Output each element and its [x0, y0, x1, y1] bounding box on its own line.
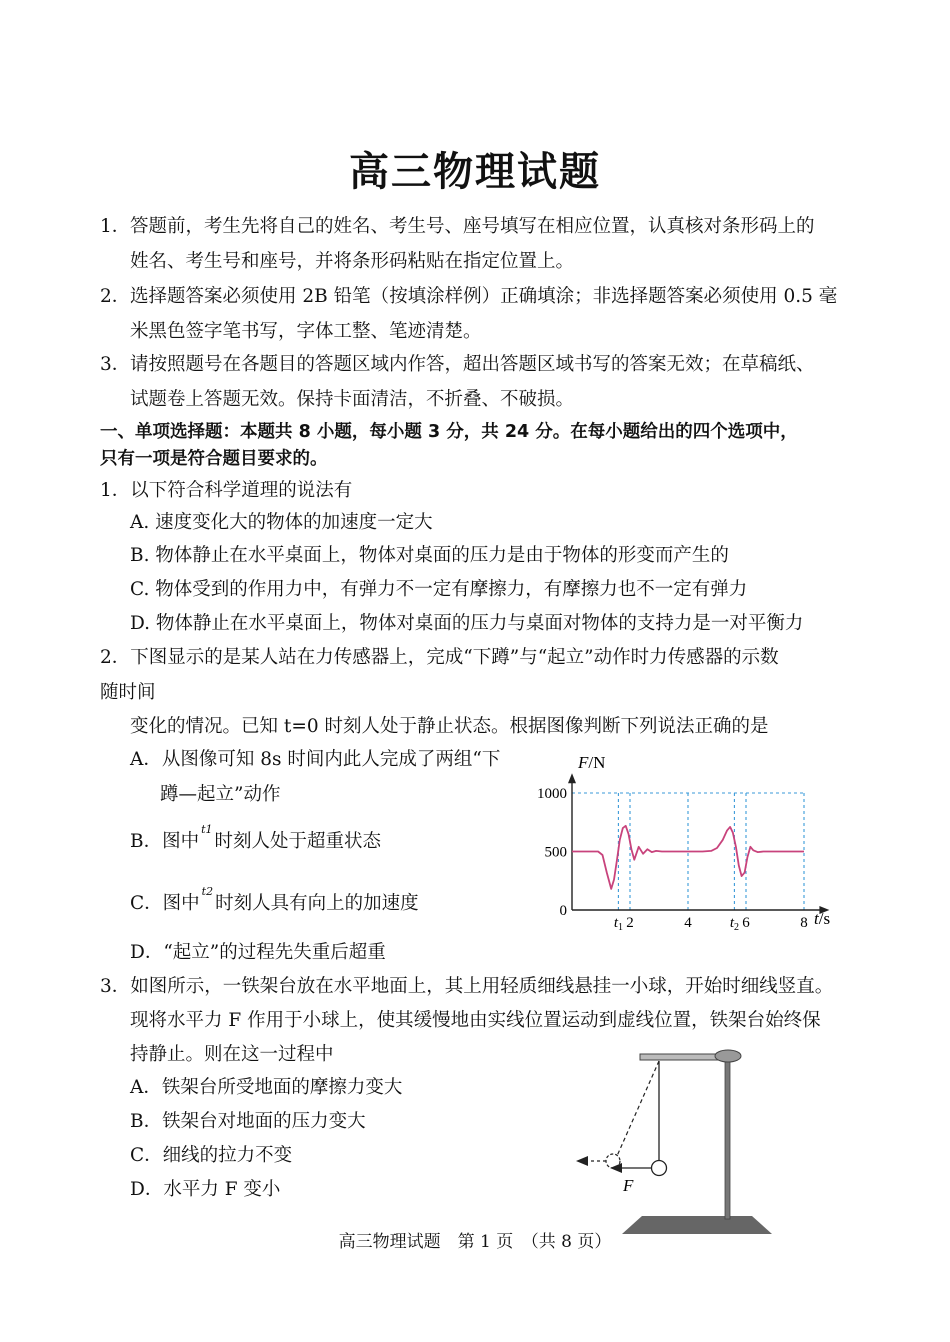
note-3-line-2: 试题卷上答题无效。保持卡面清洁，不折叠、不破损。: [130, 389, 575, 410]
q2-stem-line-2: 随时间: [100, 682, 156, 703]
note-2-line-1: 选择题答案必须使用 2B 铅笔（按填涂样例）正确填涂；非选择题答案必须使用 0.5 毫: [130, 286, 838, 307]
note-1-line-2: 姓名、考生号和座号，并将条形码粘贴在指定位置上。: [130, 251, 575, 272]
q2-option-c-text: 时刻人具有向上的加速度: [215, 893, 419, 914]
x-axis-label: t/s: [814, 909, 831, 928]
q2-option-b-text: 时刻人处于超重状态: [214, 831, 382, 852]
q2-stem-line-1: 2．下图显示的是某人站在力传感器上，完成“下蹲”与“起立”动作时力传感器的示数: [100, 647, 779, 668]
y-tick-1000: 1000: [537, 786, 567, 802]
note-1-num: 1．: [100, 216, 131, 237]
force-time-chart: [530, 748, 850, 938]
q3-stem-line-3: 持静止。则在这一过程中: [130, 1044, 334, 1065]
note-1-line-1: 答题前，考生先将自己的姓名、考生号、座号填写在相应位置，认真核对条形码上的: [130, 216, 815, 237]
string-dashed: [617, 1061, 659, 1156]
q2-option-d: D．“起立”的过程先失重后超重: [130, 942, 386, 963]
q1-option-b: B. 物体静止在水平桌面上，物体对桌面的压力是由于物体的形变而产生的: [130, 545, 729, 566]
x-tick-t2: $t_2$: [729, 915, 739, 933]
force-label: F: [623, 1176, 634, 1195]
q2-stem-line-3: 变化的情况。已知 t=0 时刻人处于静止状态。根据图像判断下列说法正确的是: [130, 716, 769, 737]
q1-option-c: C. 物体受到的作用力中，有弹力不一定有摩擦力，有摩擦力也不一定有弹力: [130, 579, 748, 600]
q2-option-b-prefix: B．图中: [130, 831, 200, 852]
y-axis-label: F/N: [578, 753, 606, 772]
section-heading-line-1: 一、单项选择题：本题共 8 小题，每小题 3 分，共 24 分。在每小题给出的四个选项中，: [100, 422, 798, 442]
page-title: 高三物理试题: [349, 148, 601, 195]
y-axis-arrow: [568, 773, 576, 783]
ball-solid: [652, 1161, 667, 1176]
note-2-num: 2．: [100, 286, 131, 307]
q2-option-a-line-1: A．从图像可知 8s 时间内此人完成了两组“下: [130, 749, 501, 770]
note-2-line-2: 米黑色签字笔书写，字体工整、笔迹清楚。: [130, 321, 482, 342]
y-tick-500: 500: [544, 844, 567, 861]
x-tick-4: 4: [684, 915, 692, 931]
q2-option-c-prefix: C．图中: [130, 893, 200, 914]
q1-option-a: A. 速度变化大的物体的加速度一定大: [130, 512, 433, 533]
q2-option-c-symbol: t2: [201, 885, 214, 898]
iron-stand-diagram: [570, 1038, 780, 1238]
note-3-line-1: 请按照题号在各题目的答题区域内作答，超出答题区域书写的答案无效；在草稿纸、: [130, 354, 815, 375]
q3-option-a: A．铁架台所受地面的摩擦力变大: [130, 1077, 403, 1098]
y-tick-0: 0: [559, 903, 567, 919]
q3-stem-line-1: 3．如图所示，一铁架台放在水平地面上，其上用轻质细线悬挂一小球，开始时细线竖直。: [100, 976, 834, 997]
x-tick-8: 8: [800, 915, 808, 931]
q1-stem: 1．以下符合科学道理的说法有: [100, 480, 353, 501]
q1-option-d: D. 物体静止在水平桌面上，物体对桌面的压力与桌面对物体的支持力是一对平衡力: [130, 613, 804, 634]
q3-option-c: C．细线的拉力不变: [130, 1145, 293, 1166]
stand-clamp: [715, 1050, 741, 1062]
q2-option-a-line-2: 蹲—起立”动作: [160, 784, 281, 805]
q2-option-c: [130, 885, 419, 919]
stand-rod: [725, 1052, 730, 1219]
force-arrowhead-dashed: [576, 1156, 588, 1166]
x-tick-t1: $t_1$: [613, 915, 623, 933]
q2-option-b: [130, 823, 382, 857]
q3-option-d: D．水平力 F 变小: [130, 1179, 281, 1200]
x-tick-6: 6: [742, 915, 750, 931]
note-3-num: 3．: [100, 354, 131, 375]
page-footer: 高三物理试题 第 1 页 （共 8 页）: [338, 1232, 612, 1252]
x-tick-2: 2: [626, 915, 634, 931]
section-heading-line-2: 只有一项是符合题目要求的。: [100, 449, 328, 469]
q2-option-b-symbol: t1: [201, 823, 213, 836]
q3-stem-line-2: 现将水平力 F 作用于小球上，使其缓慢地由实线位置运动到虚线位置，铁架台始终保: [130, 1010, 821, 1031]
q3-option-b: B．铁架台对地面的压力变大: [130, 1111, 366, 1132]
